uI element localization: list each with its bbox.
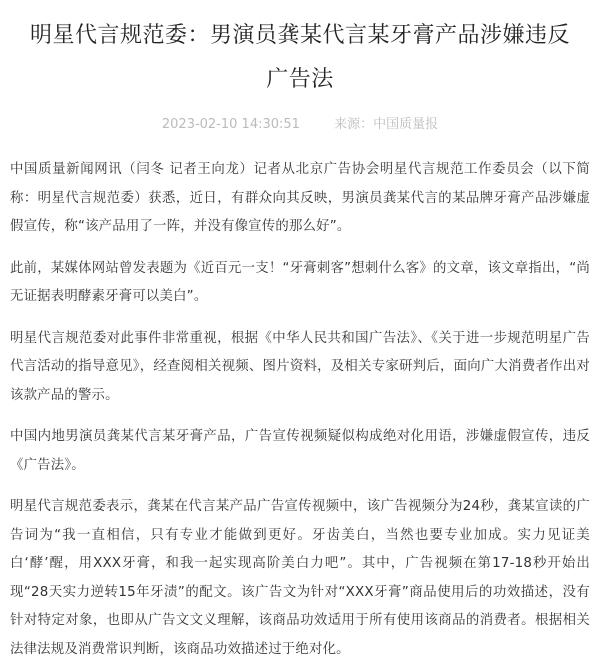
paragraph: 明星代言规范委对此事件非常重视，根据《中华人民共和国广告法》、《关于进一步规范明星广告代言活动的指导意见》，经查阅相关视频、图片资料，及相关专家研判后，面向广大消费者作出对该款产品的警示。 (10, 330, 590, 403)
article-title: 明星代言规范委：男演员龚某代言某牙膏产品涉嫌违反广告法 (30, 23, 571, 92)
article-body (10, 156, 590, 664)
source-name: 中国质量报 (373, 117, 439, 132)
paragraph: 此前，某媒体网站曾发表题为《近百元一支！“牙膏刺客”想刺什么客》的文章，该文章指出，“尚无证据表明酵素牙膏可以美白”。 (10, 260, 590, 304)
source-label: 来源： (334, 117, 374, 132)
paragraph: 明星代言规范委表示，龚某在代言某产品广告宣传视频中，该广告视频分为24秒，龚某宣读的广告词为“我一直相信，只有专业才能做到更好。牙齿美白，当然也要专业加成。实力见证美白‘酵’醒，用XXX牙膏，和我一起实现高阶美白力吧”。其中，广告视频在第17-18秒开始出现“28天实力逆转15年牙渍”的配文。该广告文为针对“XXX牙膏”商品使用后的功效描述，没有针对特定对象，也即从广告文文义理解，该商品功效适用于所有使用该商品的消费者。根据相关法律法规及消费常识判断，该商品功效描述过于绝对化。 (10, 499, 590, 657)
article (0, 14, 600, 664)
publish-datetime: 2023-02-10 14:30:51 (161, 117, 300, 132)
article-meta (10, 114, 590, 136)
paragraph: 中国质量新闻网讯（闫冬 记者王向龙）记者从北京广告协会明星代言规范工作委员会（以下简称：明星代言规范委）获悉，近日，有群众向其反映，男演员龚某代言的某品牌牙膏产品涉嫌虚假宣传，称“该产品用了一阵，并没有像宣传的那么好”。 (10, 162, 590, 234)
paragraph: 中国内地男演员龚某代言某牙膏产品，广告宣传视频疑似构成绝对化用语，涉嫌虚假宣传，违反《广告法》。 (10, 429, 590, 473)
source-line (334, 117, 438, 132)
